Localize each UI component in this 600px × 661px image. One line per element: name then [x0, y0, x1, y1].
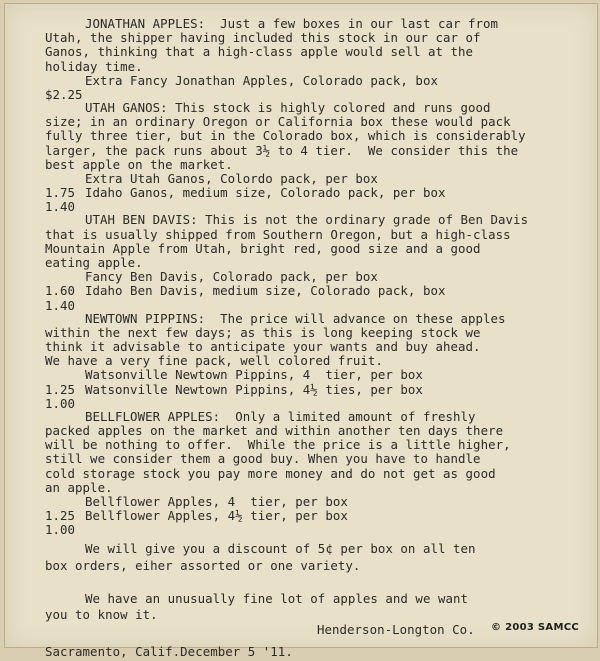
price-item	[45, 381, 565, 411]
price-item	[45, 185, 565, 215]
company-signature: Henderson-Longton Co.	[317, 622, 475, 638]
price-item-price: 1.75	[45, 185, 76, 201]
price-item	[45, 283, 565, 313]
section-line: an apple.	[45, 479, 113, 495]
section-utah-ben-davis	[45, 212, 565, 313]
price-item-price: 1.60	[45, 283, 76, 299]
price-item-price: 1.00	[45, 522, 76, 538]
price-item-desc: Idaho Ben Davis, medium size, Colorado pack, box	[85, 283, 446, 299]
section-line: that is usually shipped from Southern Oregon, but a high-class	[45, 226, 511, 242]
price-item-desc: Bellflower Apples, 4½ tier, per box	[85, 508, 348, 524]
section-jonathan-apples	[45, 16, 565, 103]
section-utah-ganos	[45, 100, 565, 215]
section-line: cold storage stock you pay more money and do not get as good	[45, 465, 496, 481]
price-item-desc: Watsonville Newtown Pippins, 4½ ties, per box	[85, 381, 423, 397]
section-bellflower-apples	[45, 408, 565, 538]
price-item-desc: Idaho Ganos, medium size, Colorado pack, per box	[85, 185, 446, 201]
letter-page	[4, 3, 598, 660]
section-line: We have a very fine pack, well colored fruit.	[45, 353, 383, 369]
section-line: Ganos, thinking that a high-class apple would sell at the	[45, 44, 474, 60]
price-item-desc: Fancy Ben Davis, Colorado pack, per box	[85, 269, 378, 285]
price-item-desc: Bellflower Apples, 4 tier, per box	[85, 493, 348, 509]
section-line: you to know it.	[45, 607, 158, 623]
copyright-notice: © 2003 SAMCC	[491, 622, 579, 633]
section-discount	[45, 540, 565, 574]
section-line: eating apple.	[45, 255, 143, 270]
section-line: will be nothing to offer. While the price is a little higher,	[45, 437, 511, 453]
section-line: We have an unusually fine lot of apples and we want	[85, 591, 468, 607]
price-item-price: 1.00	[45, 395, 76, 411]
signature-row	[45, 623, 565, 639]
price-item-price: 1.40	[45, 297, 76, 313]
section-line: fully three tier, but in the Colorado box, which is considerably	[45, 128, 526, 144]
section-line: UTAH GANOS: This stock is highly colored and runs good	[85, 100, 491, 115]
section-line: packed apples on the market and within another ten days there	[45, 422, 504, 438]
dateline: Sacramento, Calif.December 5 '11.	[45, 644, 293, 660]
price-item-price: 1.25	[45, 381, 76, 397]
price-item-price: 1.40	[45, 199, 76, 215]
section-line: larger, the pack runs about 3½ to 4 tier. We consider this the	[45, 142, 519, 158]
section-line: think it advisable to anticipate your wants and buy ahead.	[45, 338, 481, 354]
price-item-price: 1.25	[45, 508, 76, 524]
section-line: JONATHAN APPLES: Just a few boxes in our last car from	[85, 16, 499, 31]
letter-body	[45, 17, 565, 661]
section-newtown-pippins	[45, 310, 565, 411]
section-closing	[45, 591, 565, 623]
section-line: best apple on the market.	[45, 156, 233, 172]
section-line: size; in an ordinary Oregon or California box these would pack	[45, 114, 511, 130]
section-line: box orders, eiher assorted or one variety.	[45, 558, 361, 574]
section-line: UTAH BEN DAVIS: This is not the ordinary grade of Ben Davis	[85, 212, 529, 228]
section-line: Utah, the shipper having included this stock in our car of	[45, 30, 481, 46]
section-line: We will give you a discount of 5¢ per box on all ten	[85, 541, 476, 557]
price-item	[45, 508, 565, 538]
price-item-desc: Extra Fancy Jonathan Apples, Colorado pack, box	[85, 72, 438, 88]
section-line: Mountain Apple from Utah, bright red, good size and a good	[45, 240, 481, 256]
section-line: holiday time.	[45, 58, 143, 74]
section-line: NEWTOWN PIPPINS: The price will advance on these apples	[85, 310, 506, 326]
section-line: BELLFLOWER APPLES: Only a limited amount of freshly	[85, 408, 476, 424]
price-item-desc: Watsonville Newtown Pippins, 4 tier, per box	[85, 367, 423, 383]
section-line: still we consider them a good buy. When you have to handle	[45, 451, 481, 467]
price-item	[45, 72, 565, 103]
price-item-desc: Extra Utah Ganos, Colordo pack, per box	[85, 171, 378, 187]
price-item-price: $2.25	[45, 87, 83, 103]
section-line: within the next few days; as this is long keeping stock we	[45, 324, 481, 340]
